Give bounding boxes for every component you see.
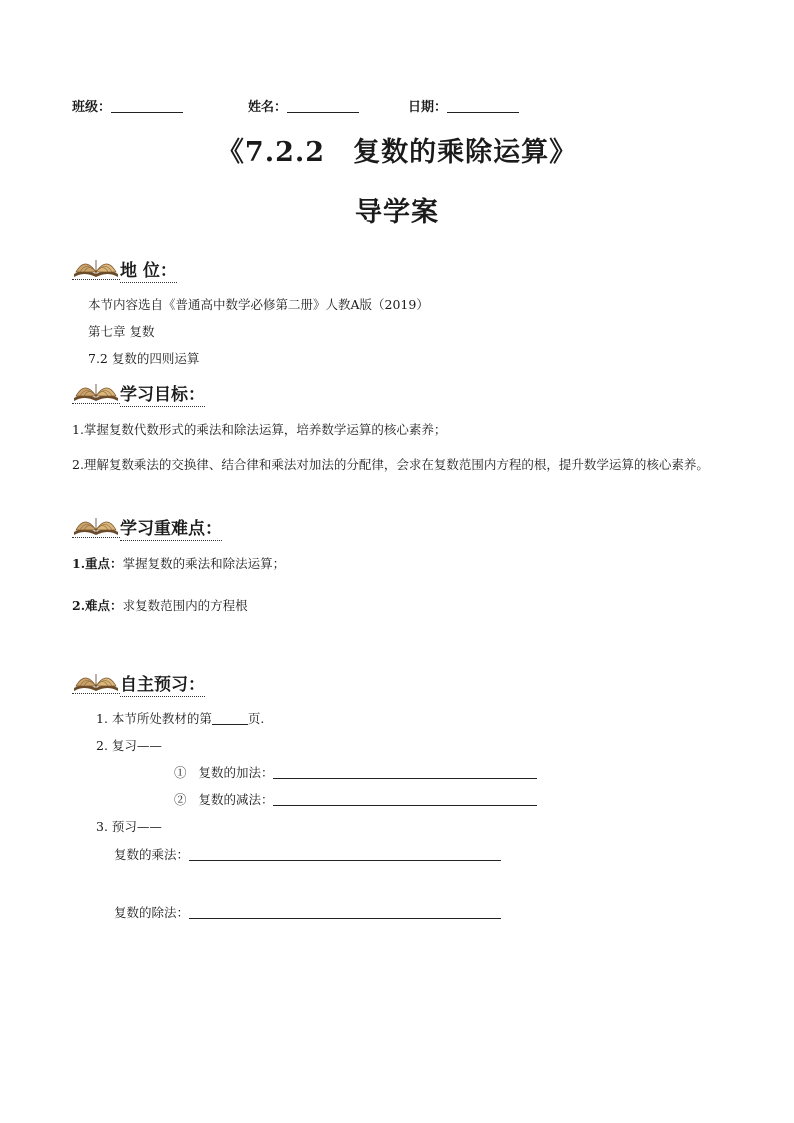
preview-division-row	[114, 904, 501, 922]
name-field	[248, 96, 359, 115]
position-line-2: 第七章 复数	[88, 324, 155, 339]
name-blank[interactable]	[287, 98, 359, 113]
date-blank[interactable]	[447, 98, 519, 113]
preview-item-1-suffix: 页.	[247, 711, 265, 726]
section-objectives-label: 学习目标：	[120, 380, 205, 407]
section-position-label: 地 位：	[120, 256, 177, 283]
review-subtraction-label: 复数的减法：	[198, 792, 274, 807]
position-line-1: 本节内容选自《普通高中数学必修第二册》人教A版（2019）	[88, 297, 429, 312]
preview-multiplication-label: 复数的乘法：	[114, 847, 190, 862]
date-field	[408, 96, 519, 115]
preview-multiplication-blank[interactable]	[189, 847, 501, 861]
review-subtraction-blank[interactable]	[273, 792, 537, 806]
review-subtraction-row	[174, 791, 537, 809]
section-keypoints-label: 学习重难点：	[120, 514, 222, 541]
section-underline	[72, 279, 120, 280]
open-book-icon	[72, 666, 120, 694]
page-number-blank[interactable]	[212, 711, 248, 725]
objective-item-2: 2.理解复数乘法的交换律、结合律和乘法对加法的分配律，会求在复数范围内方程的根，提升数学运算的核心素养。	[72, 457, 709, 472]
key-point-item-2	[72, 597, 248, 615]
open-book-icon	[72, 510, 120, 538]
key-point-text: 掌握复数的乘法和除法运算；	[122, 556, 286, 571]
page-title: 《7.2.2 复数的乘除运算》	[216, 137, 578, 168]
objective-item-1: 1.掌握复数代数形式的乘法和除法运算，培养数学运算的核心素养；	[72, 422, 447, 437]
section-underline	[72, 537, 120, 538]
class-label: 班级：	[72, 100, 112, 115]
review-marker: ②	[174, 792, 187, 807]
class-blank[interactable]	[111, 98, 183, 113]
section-underline	[72, 403, 120, 404]
preview-item-2: 2. 复习——	[96, 738, 162, 753]
key-point-item-1	[72, 555, 285, 573]
review-marker: ①	[174, 765, 187, 780]
preview-item-1	[96, 710, 264, 728]
difficulty-label: 2.难点：	[72, 598, 123, 613]
preview-division-blank[interactable]	[189, 905, 501, 919]
open-book-icon	[72, 376, 120, 404]
preview-division-label: 复数的除法：	[114, 905, 190, 920]
review-addition-row	[174, 764, 537, 782]
preview-multiplication-row	[114, 846, 501, 864]
date-label: 日期：	[408, 100, 448, 115]
review-addition-label: 复数的加法：	[198, 765, 274, 780]
key-point-label: 1.重点：	[72, 556, 123, 571]
page-subtitle: 导学案	[355, 197, 439, 228]
name-label: 姓名：	[248, 100, 288, 115]
difficulty-text: 求复数范围内的方程根	[122, 598, 248, 613]
review-addition-blank[interactable]	[273, 765, 537, 779]
preview-item-3: 3. 预习——	[96, 819, 162, 834]
section-underline	[72, 693, 120, 694]
position-line-3: 7.2 复数的四则运算	[88, 351, 200, 366]
class-field	[72, 96, 183, 115]
section-preview-label: 自主预习：	[120, 670, 205, 697]
preview-item-1-prefix: 1. 本节所处教材的第	[96, 711, 212, 726]
open-book-icon	[72, 252, 120, 280]
